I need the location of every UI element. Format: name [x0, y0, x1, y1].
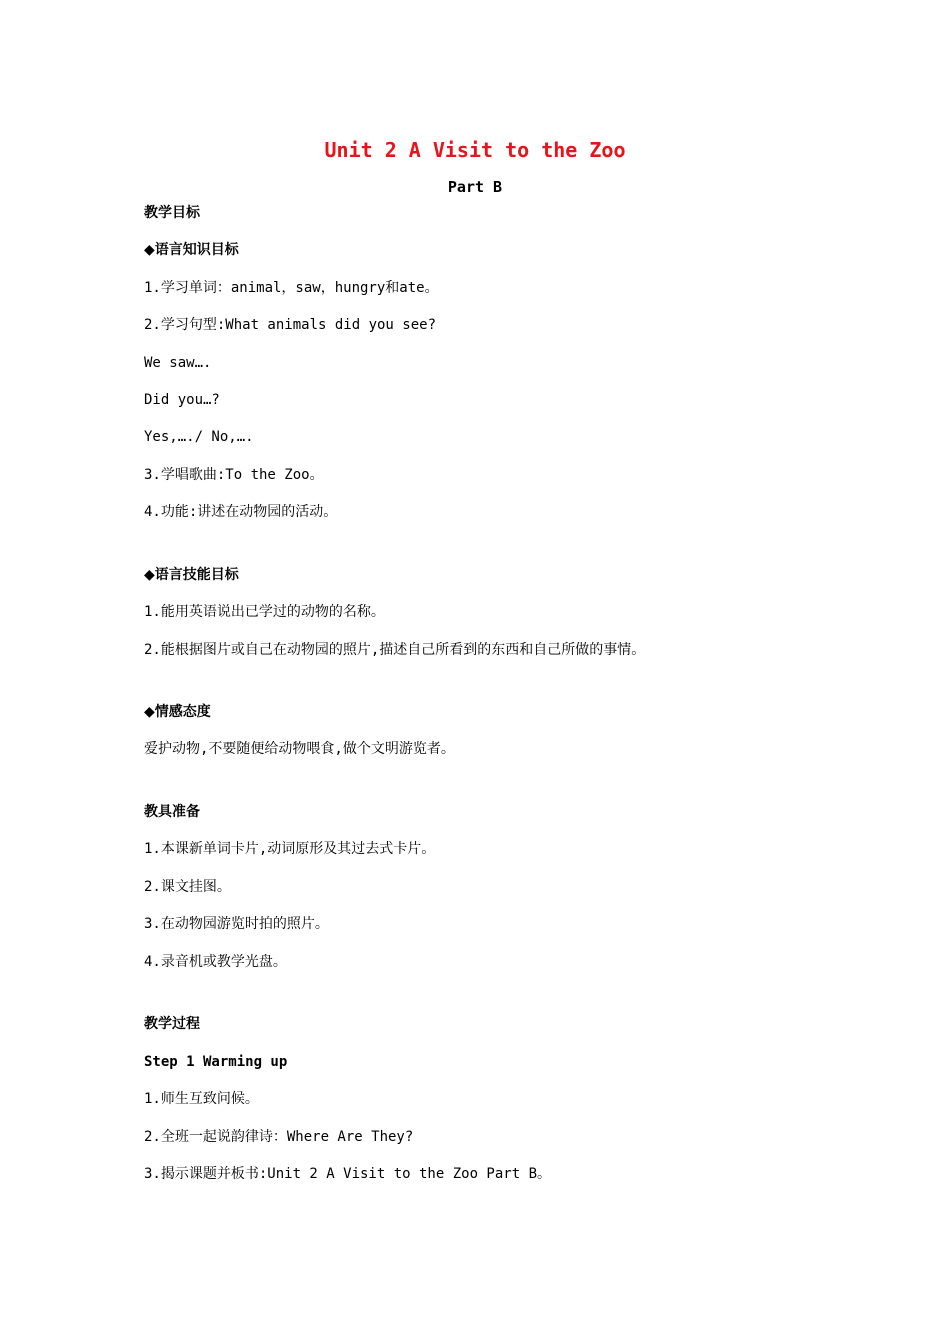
knowledge-item: Yes,…./ No,….: [144, 429, 254, 445]
document-title: Unit 2 A Visit to the Zoo: [324, 138, 626, 162]
materials-item: 3.在动物园游览时拍的照片。: [144, 916, 329, 932]
section-heading-process: 教学过程: [144, 1016, 200, 1032]
section-heading-objectives: 教学目标: [144, 205, 200, 221]
knowledge-item: 2.学习句型:What animals did you see?: [144, 317, 437, 333]
step-item: 1.师生互致问候。: [144, 1091, 259, 1107]
step-item: 2.全班一起说韵律诗：Where Are They?: [144, 1129, 414, 1145]
materials-item: 1.本课新单词卡片,动词原形及其过去式卡片。: [144, 841, 436, 857]
step-heading: Step 1 Warming up: [144, 1054, 288, 1070]
materials-item: 2.课文挂图。: [144, 879, 231, 895]
section-heading-knowledge: ◆语言知识目标: [144, 242, 239, 258]
knowledge-item: 3.学唱歌曲:To the Zoo。: [144, 467, 324, 483]
knowledge-item: 4.功能:讲述在动物园的活动。: [144, 504, 338, 520]
knowledge-item: 1.学习单词：animal，saw，hungry和ate。: [144, 280, 439, 296]
knowledge-item: Did you…?: [144, 392, 220, 408]
section-heading-skills: ◆语言技能目标: [144, 567, 239, 583]
knowledge-item: We saw….: [144, 355, 212, 371]
materials-item: 4.录音机或教学光盘。: [144, 954, 287, 970]
skills-item: 1.能用英语说出已学过的动物的名称。: [144, 604, 385, 620]
attitude-item: 爱护动物,不要随便给动物喂食,做个文明游览者。: [144, 741, 455, 757]
section-heading-materials: 教具准备: [144, 804, 200, 820]
skills-item: 2.能根据图片或自己在动物园的照片,描述自己所看到的东西和自己所做的事情。: [144, 642, 646, 658]
document-subtitle: Part B: [447, 178, 503, 196]
step-item: 3.揭示课题并板书:Unit 2 A Visit to the Zoo Part B。: [144, 1166, 552, 1182]
section-heading-attitude: ◆情感态度: [144, 704, 211, 720]
